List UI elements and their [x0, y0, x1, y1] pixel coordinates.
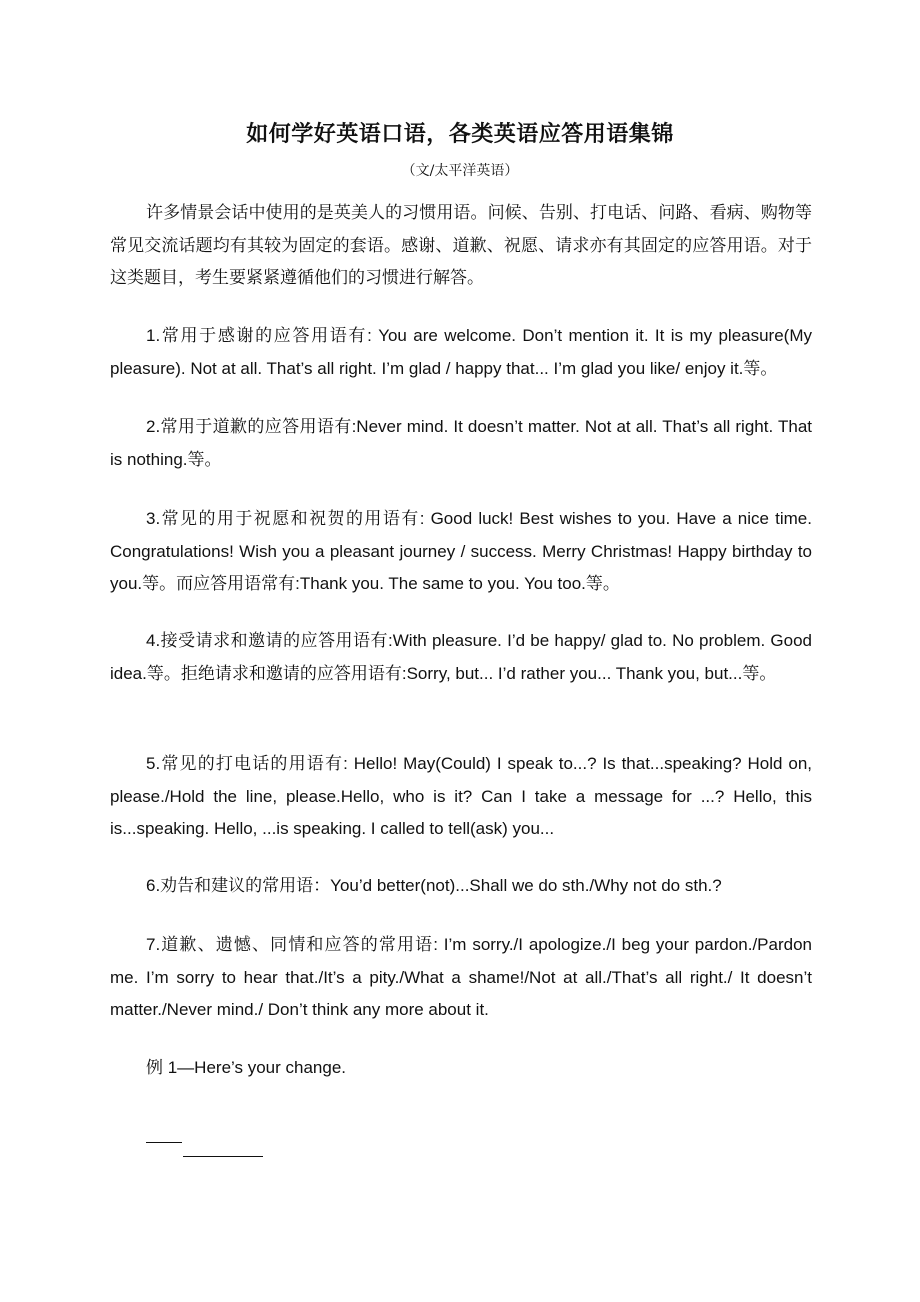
underline-blank: [183, 1156, 263, 1157]
answer-blank: [146, 1132, 263, 1157]
paragraph-apology-responses: 2.常用于道歉的应答用语有:Never mind. It doesn’t matter. Not at all. That’s all right. That is nothing.等。: [110, 417, 812, 469]
intro-paragraph: 许多情景会话中使用的是英美人的习惯用语。问候、告别、打电话、问路、看病、购物等常见交流话题均有其较为固定的套语。感谢、道歉、祝愿、请求亦有其固定的应答用语。对于这类题目，考生要紧紧遵循他们的习惯进行解答。: [110, 203, 812, 287]
document-title: 如何学好英语口语，各类英语应答用语集锦: [246, 122, 674, 147]
example-1: 例 1—Here’s your change.: [146, 1058, 347, 1077]
paragraph-thanks-responses: 1.常用于感谢的应答用语有: You are welcome. Don’t mention it. It is my pleasure(My pleasure). Not at all. That’s all right. I’m glad / happy that... I’m glad you like/ enjoy it.等。: [110, 326, 812, 378]
document-byline: （文/太平洋英语）: [401, 163, 519, 179]
paragraph-advice-phrases: 6.劝告和建议的常用语：You’d better(not)...Shall we do sth./Why not do sth.?: [146, 876, 722, 895]
paragraph-regret-phrases: 7.道歉、遗憾、同情和应答的常用语: I’m sorry./I apologize./I beg your pardon./Pardon me. I’m sorry to hear that./It’s a pity./What a shame!/Not at all./That’s all right./ It doesn’t matter./Never mind./ Don’t think any more about it.: [110, 935, 812, 1019]
paragraph-invitation-responses: 4.接受请求和邀请的应答用语有:With pleasure. I’d be happy/ glad to. No problem. Good idea.等。拒绝请求和邀请的应答用语有:Sorry, but... I’d rather you... Thank you, but...等。: [110, 631, 812, 683]
dash-line: [146, 1142, 182, 1143]
paragraph-wishes-responses: 3.常见的用于祝愿和祝贺的用语有: Good luck! Best wishes to you. Have a nice time. Congratulations! Wish you a pleasant journey / success. Merry Christmas! Happy birthday to you.等。而应答用语常有:Thank you. The same to you. You too.等。: [110, 509, 812, 593]
paragraph-telephone-phrases: 5.常见的打电话的用语有: Hello! May(Could) I speak to...? Is that...speaking? Hold on, please./Hold the line, please.Hello, who is it? Can I take a message for ...? Hello, this is...speaking. Hello, ...is speaking. I called to tell(ask) you...: [110, 754, 812, 838]
